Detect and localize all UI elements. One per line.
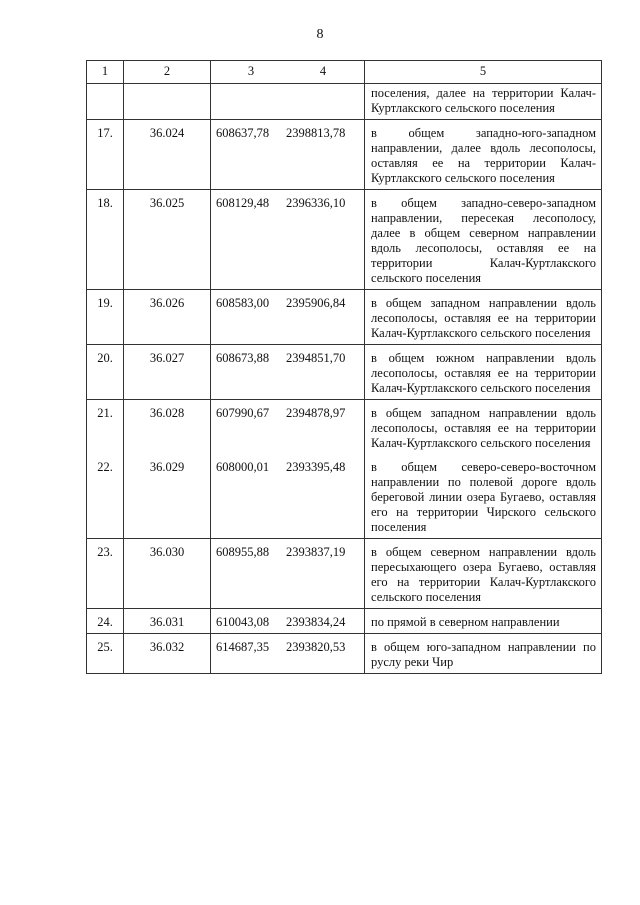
coord-x: 608673,88: [216, 351, 270, 365]
header-col-2: 2: [124, 61, 211, 84]
coord-y: 2398813,78: [286, 126, 346, 140]
table-row: [87, 345, 602, 400]
coord-y: 2393395,48: [286, 460, 346, 474]
coord-x: 608955,88: [216, 545, 270, 559]
description: в общем юго-западном направлении по руслу реки Чир: [365, 634, 602, 674]
point-code: 36.029: [124, 454, 211, 539]
table-row: [87, 454, 602, 539]
coordinates: [211, 539, 365, 609]
point-code: 36.027: [124, 345, 211, 400]
point-code: 36.031: [124, 609, 211, 634]
point-code: 36.030: [124, 539, 211, 609]
header-col-3: 3: [247, 64, 255, 78]
table-row: [87, 400, 602, 455]
description: в общем западно-северо-западном направлении, пересекая лесополосу, далее в общем северном направлении вдоль лесополосы, оставляя ее на территории Калач-Куртлакского сельского поселения: [365, 190, 602, 290]
row-number: 21.: [87, 400, 124, 455]
description: в общем западно-юго-западном направлении, далее вдоль лесополосы, оставляя ее на территории Калач-Куртлакского сельского поселения: [365, 120, 602, 190]
row-number: 20.: [87, 345, 124, 400]
coordinates: [211, 345, 365, 400]
description: по прямой в северном направлении: [365, 609, 602, 634]
description: в общем южном направлении вдоль лесополосы, оставляя ее на территории Калач-Куртлакского сельского поселения: [365, 345, 602, 400]
coord-x: 607990,67: [216, 406, 270, 420]
description: поселения, далее на территории Калач-Куртлакского сельского поселения: [365, 84, 602, 120]
coord-y: 2393837,19: [286, 545, 346, 559]
point-code: 36.025: [124, 190, 211, 290]
row-number: 25.: [87, 634, 124, 674]
point-code: 36.028: [124, 400, 211, 455]
coordinates: [211, 400, 365, 455]
coordinates: [211, 609, 365, 634]
table-header-row: [87, 61, 602, 84]
header-col-3-4: [211, 61, 365, 84]
description: в общем северном направлении вдоль пересыхающего озера Бугаево, оставляя его на территории Калач-Куртлакского сельского поселения: [365, 539, 602, 609]
coord-y: 2395906,84: [286, 296, 346, 310]
coord-y: 2396336,10: [286, 196, 346, 210]
description: в общем западном направлении вдоль лесополосы, оставляя ее на территории Калач-Куртлакского сельского поселения: [365, 400, 602, 455]
coord-y: 2393834,24: [286, 615, 346, 629]
table-row: [87, 634, 602, 674]
table-row: [87, 84, 602, 120]
row-number: [87, 84, 124, 120]
boundary-table: [86, 60, 602, 674]
page-number: 8: [316, 27, 324, 42]
point-code: 36.026: [124, 290, 211, 345]
coord-y: 2394878,97: [286, 406, 346, 420]
row-number: 22.: [87, 454, 124, 539]
point-code: 36.024: [124, 120, 211, 190]
coord-x: 610043,08: [216, 615, 270, 629]
row-number: 19.: [87, 290, 124, 345]
table-row: [87, 120, 602, 190]
table-row: [87, 609, 602, 634]
table-row: [87, 539, 602, 609]
row-number: 23.: [87, 539, 124, 609]
table-row: [87, 290, 602, 345]
row-number: 24.: [87, 609, 124, 634]
coordinates: [211, 190, 365, 290]
point-code: [124, 84, 211, 120]
coordinates: [211, 84, 365, 120]
header-col-1: 1: [87, 61, 124, 84]
point-code: 36.032: [124, 634, 211, 674]
coord-x: 608000,01: [216, 460, 270, 474]
coord-y: 2394851,70: [286, 351, 346, 365]
coord-x: 614687,35: [216, 640, 270, 654]
header-col-4: 4: [319, 64, 327, 78]
coordinates: [211, 120, 365, 190]
coordinates: [211, 634, 365, 674]
row-number: 18.: [87, 190, 124, 290]
description: в общем северо-северо-восточном направлении по полевой дороге вдоль береговой линии озера Бугаево, оставляя его на территории Чирского сельского поселения: [365, 454, 602, 539]
coordinates: [211, 290, 365, 345]
coord-x: 608637,78: [216, 126, 270, 140]
coord-y: 2393820,53: [286, 640, 346, 654]
coord-x: 608583,00: [216, 296, 270, 310]
table-row: [87, 190, 602, 290]
coord-x: 608129,48: [216, 196, 270, 210]
description: в общем западном направлении вдоль лесополосы, оставляя ее на территории Калач-Куртлакского сельского поселения: [365, 290, 602, 345]
coordinates: [211, 454, 365, 539]
row-number: 17.: [87, 120, 124, 190]
header-col-5: 5: [365, 61, 602, 84]
